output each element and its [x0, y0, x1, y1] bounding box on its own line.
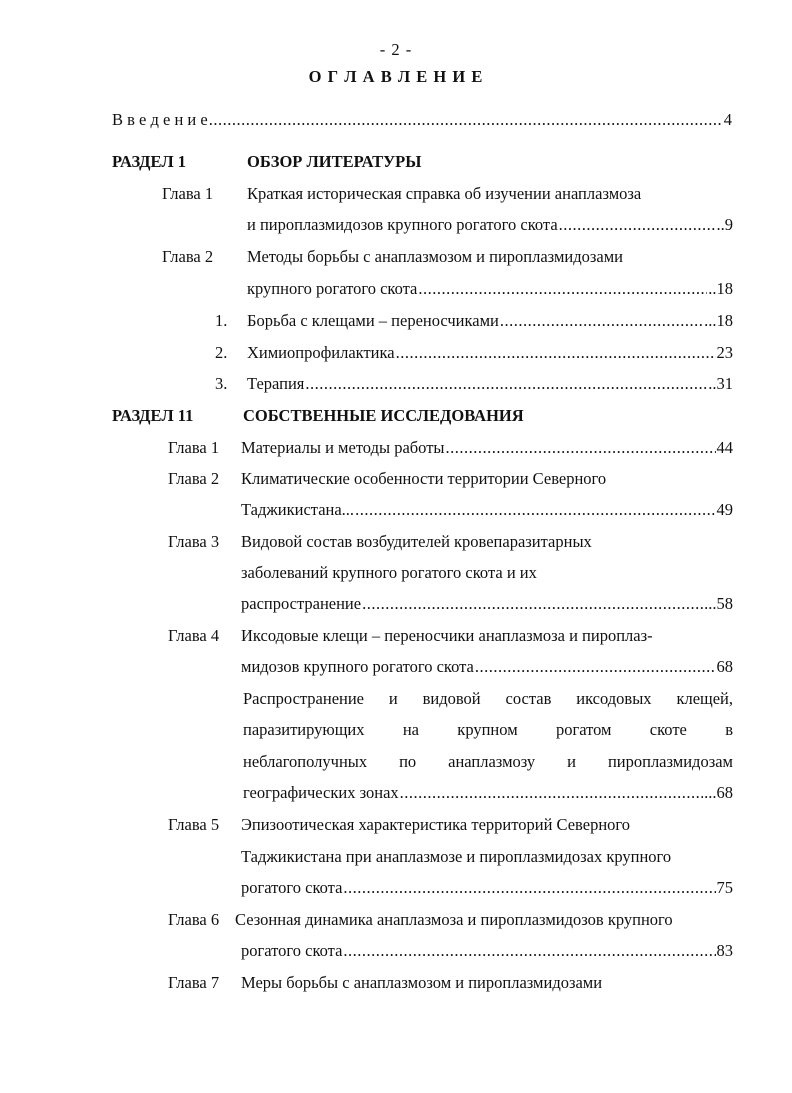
s1-ch2-item-2-num: 2.: [215, 343, 228, 362]
s2-ch3-page: ...58: [704, 594, 733, 613]
s2-ch2-line2: Таджикистана...: [241, 500, 355, 519]
s1-ch2-page: ..18: [708, 279, 733, 298]
s2-ch4-sub-page: ...68: [704, 783, 733, 802]
s2-ch4-label: Глава 4: [168, 626, 220, 645]
s2-ch4-sub-line4: географических зонах: [243, 783, 399, 802]
toc-entry-s2-ch4-sub: [243, 783, 733, 803]
intro-label: В в е д е н и е: [112, 110, 208, 129]
dot-leader: [343, 878, 715, 898]
s1-ch2-item-3-page: ..31: [708, 374, 733, 393]
dot-leader: [500, 311, 703, 331]
s2-ch5-line3: рогатого скота: [241, 878, 343, 897]
s2-ch2-page: 49: [716, 500, 733, 519]
page-title: О Г Л А В Л Е Н И Е: [308, 67, 484, 86]
s2-ch5-page: 75: [716, 878, 733, 897]
dot-leader: [209, 110, 723, 130]
s2-ch3-label: Глава 3: [168, 532, 220, 551]
s1-ch2-item-1-text: Борьба с клещами – переносчиками: [247, 311, 499, 330]
s2-ch2-label: Глава 2: [168, 469, 220, 488]
s1-ch1-line2: и пироплазмидозов крупного рогатого скота: [247, 215, 558, 234]
s2-ch4-sub-line2: паразитирующих на крупном рогатом скоте в: [243, 720, 733, 739]
toc-entry-s1-ch1: [247, 215, 733, 235]
s2-ch7-line1: Меры борьбы с анаплазмозом и пироплазмидозами: [241, 973, 603, 992]
s2-ch4-sub-line3: неблагополучных по анаплазмозу и пироплазмидозам: [243, 752, 733, 771]
s1-ch1-page: ..9: [716, 215, 733, 234]
toc-entry-s2-ch6: [241, 941, 733, 961]
s2-ch5-line1: Эпизоотическая характеристика территорий Северного: [241, 815, 631, 834]
s2-ch3-line2: заболеваний крупного рогатого скота и их: [241, 563, 537, 582]
s2-ch1-text: Материалы и методы работы: [241, 438, 445, 457]
section-1-label: РАЗДЕЛ 1: [112, 152, 186, 171]
s2-ch3-line1: Видовой состав возбудителей кровепаразитарных: [241, 532, 592, 551]
s1-ch2-line2: крупного рогатого скота: [247, 279, 418, 298]
s2-ch1-label: Глава 1: [168, 438, 220, 457]
s2-ch4-sub-line1: Распространение и видовой состав иксодовых клещей,: [243, 689, 733, 708]
dot-leader: [396, 343, 716, 363]
s2-ch4-page: 68: [716, 657, 733, 676]
dot-leader: [355, 500, 715, 520]
dot-leader: [305, 374, 707, 394]
s2-ch1-page: 44: [716, 438, 733, 457]
dot-leader: [418, 279, 707, 299]
toc-entry-s2-ch4: [241, 657, 733, 677]
section-2-label: РАЗДЕЛ 11: [112, 406, 194, 425]
s2-ch6-line2: рогатого скота: [241, 941, 343, 960]
section-2-title: СОБСТВЕННЫЕ ИССЛЕДОВАНИЯ: [243, 406, 524, 425]
toc-entry-s2-ch5: [241, 878, 733, 898]
dot-leader: [559, 215, 716, 235]
toc-entry-s2-ch3: [241, 594, 733, 614]
section-1-title: ОБЗОР ЛИТЕРАТУРЫ: [247, 152, 422, 171]
s1-ch2-label: Глава 2: [162, 247, 214, 266]
s1-ch1-line1: Краткая историческая справка об изучении анаплазмоза: [247, 184, 642, 203]
s1-ch2-item-3-num: 3.: [215, 374, 228, 393]
dot-leader: [446, 438, 716, 458]
toc-entry-s1-ch2-item-1: [247, 311, 733, 331]
s2-ch2-line1: Климатические особенности территории Северного: [241, 469, 607, 488]
page-number: - 2 -: [379, 40, 413, 59]
s2-ch5-label: Глава 5: [168, 815, 220, 834]
toc-entry-s2-ch2: [241, 500, 733, 520]
s1-ch2-item-2-text: Химиопрофилактика: [247, 343, 395, 362]
s1-ch2-item-3-text: Терапия: [247, 374, 305, 393]
s2-ch5-line2: Таджикистана при анаплазмозе и пироплазмидозах крупного: [241, 847, 672, 866]
toc-entry-s1-ch2-item-2: [247, 343, 733, 363]
toc-entry-intro: [112, 110, 732, 130]
intro-page: 4: [723, 110, 732, 129]
s2-ch6-line1: Сезонная динамика анаплазмоза и пироплазмидозов крупного: [235, 910, 673, 929]
dot-leader: [362, 594, 703, 614]
s1-ch1-label: Глава 1: [162, 184, 214, 203]
s1-ch2-item-1-page: ...18: [704, 311, 733, 330]
s2-ch6-label: Глава 6: [168, 910, 220, 929]
s2-ch7-label: Глава 7: [168, 973, 220, 992]
dot-leader: [400, 783, 703, 803]
toc-entry-s2-ch1: [241, 438, 733, 458]
dot-leader: [475, 657, 716, 677]
s2-ch4-line2: мидозов крупного рогатого скота: [241, 657, 474, 676]
dot-leader: [343, 941, 715, 961]
s2-ch6-page: 83: [716, 941, 733, 960]
s2-ch3-line3: распространение: [241, 594, 362, 613]
s1-ch2-item-2-page: 23: [716, 343, 733, 362]
s1-ch2-item-1-num: 1.: [215, 311, 228, 330]
s1-ch2-line1: Методы борьбы с анаплазмозом и пироплазмидозами: [247, 247, 623, 266]
toc-entry-s1-ch2: [247, 279, 733, 299]
s2-ch4-line1: Иксодовые клещи – переносчики анаплазмоза и пироплаз-: [241, 626, 653, 645]
toc-entry-s1-ch2-item-3: [247, 374, 733, 394]
